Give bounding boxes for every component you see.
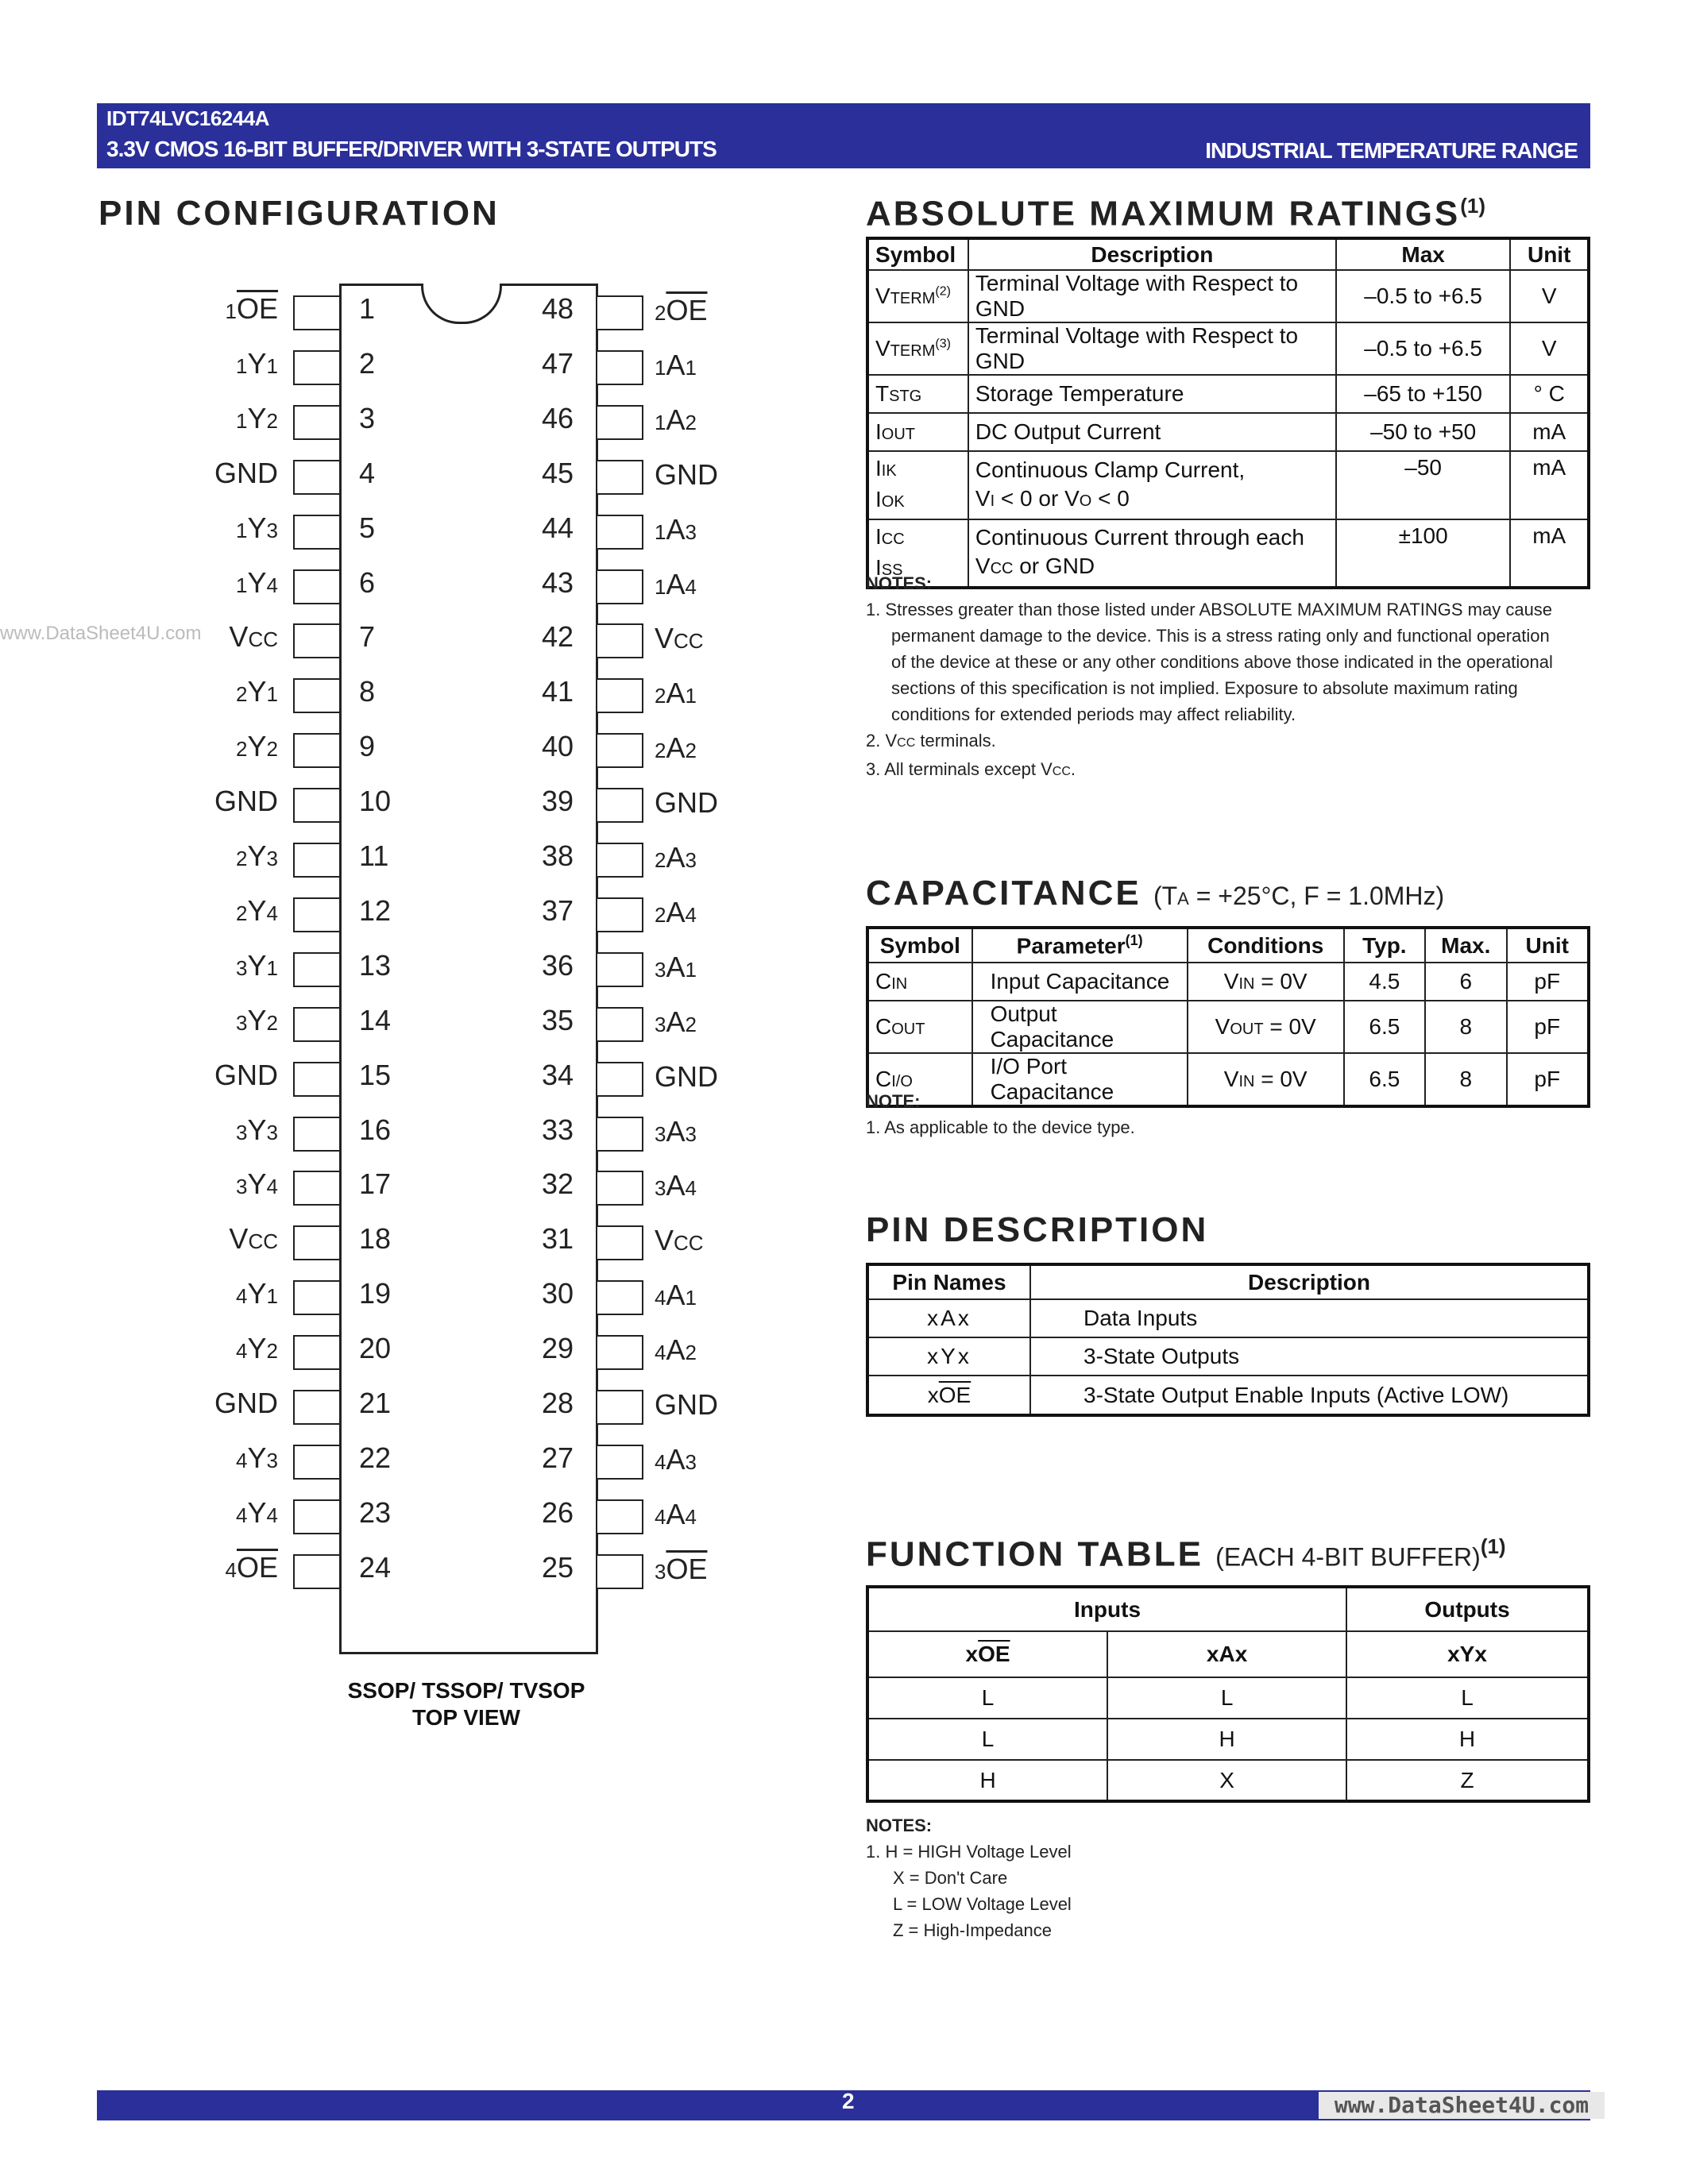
pin-number: 28 [541,1387,574,1419]
pin-label: 4Y4 [236,1495,278,1529]
max-cell: –0.5 to +6.5 [1336,322,1511,375]
xax-cell: H [1107,1719,1346,1760]
conditions-cell: VIN = 0V [1188,1053,1344,1106]
pin-label: $3\overline{OE}$ [655,1552,708,1585]
pin-box [596,897,643,932]
note-line: sections of this specification is not implied. Exposure to absolute maximum rating [891,678,1518,698]
pin-label: 1Y3 [236,511,278,544]
pin-number: 36 [541,948,574,982]
pin-box [293,460,341,495]
typ-cell: 6.5 [1344,1001,1425,1053]
pin-number: 20 [359,1332,392,1365]
pin-box [293,515,341,550]
table-row [867,375,1589,413]
unit-cell: V [1510,322,1589,375]
pin-box [596,843,643,878]
max-cell: ±100 [1336,519,1511,588]
package-view: TOP VIEW [412,1705,520,1730]
conditions-cell: VOUT = 0V [1188,1001,1344,1053]
pin-label: 3A1 [655,950,697,983]
pin-number: 46 [541,401,574,434]
pin-number: 17 [359,1167,392,1201]
pin-box [293,1280,341,1315]
table-row [867,270,1589,322]
pin-box [596,788,643,823]
pin-number: 13 [359,948,392,982]
pin-number: 16 [359,1113,392,1146]
temperature-range: INDUSTRIAL TEMPERATURE RANGE [1205,138,1578,163]
pin-number: 1 [359,292,376,325]
pin-box [596,569,643,604]
parameter-cell: I/O Port Capacitance [972,1053,1188,1106]
pin-label: GND [214,1058,278,1091]
col-header-description: Description [1030,1264,1589,1299]
max-cell: –50 [1336,451,1511,519]
description-cell: Storage Temperature [968,375,1336,413]
pin-box [596,733,643,768]
unit-cell: pF [1507,963,1590,1001]
inputs-group-header: Inputs [867,1587,1346,1631]
table-row [867,963,1589,1001]
unit-cell: V [1510,270,1589,322]
pin-number: 11 [359,839,389,872]
description-cell: Terminal Voltage with Respect to GND [968,322,1336,375]
pin-box [596,1445,643,1480]
pin-box [596,952,643,987]
pin-number: 33 [541,1113,574,1146]
pin-label: GND [214,785,278,818]
symbol-cell: CI/O [867,1053,972,1106]
pin-number: 34 [541,1058,574,1091]
pin-label: VCC [655,1224,704,1257]
capacitance-conditions: (TA = +25°C, F = 1.0MHz) [1153,882,1445,910]
pin-box [293,623,341,658]
pin-number: 9 [359,730,376,763]
symbol-cell: CIN [867,963,972,1001]
pin-label: 4Y3 [236,1441,278,1474]
pin-number: 3 [359,401,376,434]
note-line: L = LOW Voltage Level [893,1894,1072,1914]
pin-label: 2A3 [655,841,697,874]
pin-label: 1A4 [655,567,697,600]
pin-box [293,843,341,878]
col-header-parameter: Parameter$^{(1)}$ [972,928,1188,963]
max-cell: –0.5 to +6.5 [1336,270,1511,322]
pin-number: 12 [359,893,392,927]
pin-number: 29 [541,1332,574,1365]
part-number: IDT74LVC16244A [106,106,269,130]
package-caption [339,1677,593,1731]
table-row [867,1299,1589,1337]
pin-label: GND [214,456,278,489]
pin-label: 1A1 [655,348,697,381]
pin-box [293,952,341,987]
pin-box [293,569,341,604]
pin-number: 37 [541,893,574,927]
pin-description-title: PIN DESCRIPTION [866,1210,1209,1249]
max-cell: –65 to +150 [1336,375,1511,413]
pin-number: 2 [359,346,376,380]
pin-number: 27 [541,1441,574,1474]
col-header-typ: Typ. [1344,928,1425,963]
pin-number: 4 [359,456,376,489]
unit-cell: mA [1510,413,1589,451]
col-header-xyx: xYx [1346,1631,1589,1677]
abs-max-notes [866,570,1590,785]
col-header-max: Max [1336,238,1511,270]
pin-box [596,623,643,658]
notes-heading: NOTES: [866,1815,933,1835]
pin-label: 3Y3 [236,1113,278,1146]
pin-label: 4Y1 [236,1277,278,1310]
pin-number: 40 [541,730,574,763]
pin-label: 2Y4 [236,893,278,927]
note-line: Z = High-Impedance [893,1920,1052,1940]
pin-label: GND [655,457,718,491]
notes-heading: NOTE: [866,1091,921,1111]
xyx-cell: Z [1346,1760,1589,1801]
pin-box [596,678,643,713]
pin-number: 5 [359,511,376,544]
pin-box [293,788,341,823]
pin-box [596,1554,643,1589]
symbol-cell: VTERM$^{(2)}$ [867,270,968,322]
table-row [867,451,1589,519]
page-number: 2 [842,2089,855,2113]
xoe-cell: L [867,1677,1107,1719]
pin-number: 43 [541,565,574,599]
pin-config-title: PIN CONFIGURATION [98,194,500,233]
pin-number: 39 [541,785,574,818]
pin-label: GND [655,1059,718,1093]
note-line: X = Don't Care [893,1868,1008,1888]
typ-cell: 4.5 [1344,963,1425,1001]
pin-label: 1Y4 [236,565,278,599]
pin-label: 4A3 [655,1442,697,1476]
max-cell: 8 [1425,1053,1506,1106]
pin-label: $2\overline{OE}$ [655,294,708,326]
pin-box [596,1117,643,1152]
symbol-cell: IOUT [867,413,968,451]
description-cell: DC Output Current [968,413,1336,451]
note-line: permanent damage to the device. This is a stress rating only and functional operation [891,626,1550,646]
side-watermark: www.DataSheet4U.com [0,623,202,644]
max-cell: –50 to +50 [1336,413,1511,451]
capacitance-notes [866,1088,1590,1140]
pin-number: 24 [359,1550,392,1584]
table-row [867,1376,1589,1415]
pin-box [293,350,341,385]
pin-box [293,1225,341,1260]
pin-label: VCC [229,620,278,654]
pin-label: 2Y2 [236,730,278,763]
pin-number: 23 [359,1495,392,1529]
package-types: SSOP/ TSSOP/ TVSOP [347,1678,585,1703]
pin-number: 38 [541,839,574,872]
pin-box [293,733,341,768]
pin-box [293,1062,341,1097]
abs-max-title-note: (1) [1460,194,1486,218]
pin-number: 41 [541,675,574,708]
xyx-cell: L [1346,1677,1589,1719]
note-line: 1. Stresses greater than those listed under ABSOLUTE MAXIMUM RATINGS may cause [866,600,1553,619]
note-line: of the device at these or any other conditions above those indicated in the operational [891,652,1553,672]
col-header-unit: Unit [1507,928,1590,963]
outputs-group-header: Outputs [1346,1587,1589,1631]
pin-number: 48 [541,292,574,325]
pin-label: 4A4 [655,1497,697,1530]
pin-box [596,1062,643,1097]
pin-box [293,1445,341,1480]
pin-number: 47 [541,346,574,380]
table-row [867,1719,1589,1760]
pin-number: 25 [541,1550,574,1584]
col-header-description: Description [968,238,1336,270]
pin-label: 2A2 [655,731,697,765]
unit-cell: ° C [1510,375,1589,413]
pin-box [293,295,341,330]
pin-label: GND [655,1388,718,1421]
pin-box [596,1171,643,1206]
symbol-cell: TSTG [867,375,968,413]
pin-box [293,1335,341,1370]
max-cell: 6 [1425,963,1506,1001]
pin-box [293,1554,341,1589]
pin-box [596,1007,643,1042]
pin-box [596,1280,643,1315]
description-cell: 3-State Output Enable Inputs (Active LOW) [1030,1376,1589,1415]
pin-name-cell: xYx [867,1337,1030,1376]
footer-watermark: www.DataSheet4U.com [1319,2092,1605,2119]
pin-label: 1Y2 [236,401,278,434]
pin-number: 35 [541,1003,574,1036]
pin-number: 18 [359,1222,392,1256]
pin-label: GND [214,1387,278,1419]
pin-box [596,405,643,440]
pin-box [596,1390,643,1425]
pin-number: 10 [359,785,392,818]
pin-label: 2A1 [655,677,697,710]
pin-label: 1Y1 [236,346,278,380]
abs-max-title [866,194,1485,234]
pin-label: 3Y2 [236,1003,278,1036]
unit-cell: mA [1510,451,1589,519]
note-line: 3. All terminals except VCC. [866,759,1076,779]
pin-label: 3Y4 [236,1167,278,1201]
pin-label: 4A2 [655,1333,697,1367]
table-row [867,413,1589,451]
notes-heading: NOTES: [866,573,933,593]
pin-box [596,1335,643,1370]
parameter-cell: Input Capacitance [972,963,1188,1001]
table-row [867,1760,1589,1801]
pin-number: 31 [541,1222,574,1256]
note-line: 1. As applicable to the device type. [866,1117,1135,1137]
abs-max-title-text: ABSOLUTE MAXIMUM RATINGS [866,194,1461,233]
pin-label: $4\overline{OE}$ [225,1550,278,1584]
pin-box [293,678,341,713]
table-row [867,322,1589,375]
pin-label: 4A1 [655,1279,697,1312]
function-table-subtitle: (EACH 4-BIT BUFFER) [1215,1542,1481,1572]
description-cell: 3-State Outputs [1030,1337,1589,1376]
pin-box [293,405,341,440]
pin-number: 19 [359,1277,392,1310]
description-cell: Data Inputs [1030,1299,1589,1337]
col-header-xoe: $x\overline{OE}$ [867,1631,1107,1677]
note-line: conditions for extended periods may affect reliability. [891,704,1296,724]
typ-cell: 6.5 [1344,1053,1425,1106]
xoe-cell: L [867,1719,1107,1760]
pin-name-cell: xAx [867,1299,1030,1337]
pin-label: 1A2 [655,403,697,436]
description-cell: Terminal Voltage with Respect to GND [968,270,1336,322]
col-header-pin-names: Pin Names [867,1264,1030,1299]
pin-box [293,1171,341,1206]
pin-number: 6 [359,565,376,599]
pin-number: 8 [359,675,376,708]
table-row [867,1677,1589,1719]
pin-box [596,350,643,385]
description-cell: Continuous Clamp Current, VI < 0 or VO < 0 [968,451,1336,519]
col-header-unit: Unit [1510,238,1589,270]
pin-box [293,1499,341,1534]
function-table [866,1585,1590,1803]
pin-label: 1A3 [655,512,697,546]
col-header-max: Max. [1425,928,1506,963]
pin-box [596,295,643,330]
pin-label: 3A3 [655,1114,697,1148]
capacitance-title: CAPACITANCE (TA = +25°C, F = 1.0MHz) [866,874,1445,913]
header-bar [97,103,1590,168]
xax-cell: X [1107,1760,1346,1801]
unit-cell: mA [1510,519,1589,588]
col-header-symbol: Symbol [867,928,972,963]
abs-max-table [866,237,1590,589]
pin-label: VCC [229,1222,278,1256]
pin-description-table [866,1263,1590,1417]
xyx-cell: H [1346,1719,1589,1760]
pin-label: 4Y2 [236,1332,278,1365]
pin-label: GND [655,786,718,820]
col-header-conditions: Conditions [1188,928,1344,963]
pin-label: 3A2 [655,1005,697,1038]
col-header-xax: xAx [1107,1631,1346,1677]
pin-box [596,1499,643,1534]
symbol-cell: VTERM$^{(3)}$ [867,322,968,375]
unit-cell: pF [1507,1001,1590,1053]
pin-number: 15 [359,1058,392,1091]
symbol-cell: COUT [867,1001,972,1053]
pin-box [293,1117,341,1152]
pin-label: 2A4 [655,895,697,928]
function-table-notes [866,1812,1422,1943]
capacitance-table [866,926,1590,1108]
pin-name-cell: $x\overline{OE}$ [867,1376,1030,1415]
pin-number: 26 [541,1495,574,1529]
pin-label: 3Y1 [236,948,278,982]
pin-label: $1\overline{OE}$ [225,292,278,325]
note-line: 2. VCC terminals. [866,731,996,751]
pin-box [293,897,341,932]
xax-cell: L [1107,1677,1346,1719]
pin-number: 44 [541,511,574,544]
pin-box [596,515,643,550]
pin-box [596,1225,643,1260]
pin-number: 14 [359,1003,392,1036]
col-header-symbol: Symbol [867,238,968,270]
pin-number: 32 [541,1167,574,1201]
pin-label: VCC [655,622,704,655]
pin-label: 2Y3 [236,839,278,872]
description-cell: Continuous Current through each VCC or GND [968,519,1336,588]
max-cell: 8 [1425,1001,1506,1053]
pin-number: 22 [359,1441,392,1474]
pin-number: 21 [359,1387,392,1419]
conditions-cell: VIN = 0V [1188,963,1344,1001]
unit-cell: pF [1507,1053,1590,1106]
xoe-cell: H [867,1760,1107,1801]
pin-box [293,1390,341,1425]
pin-number: 45 [541,456,574,489]
note-line: 1. H = HIGH Voltage Level [866,1842,1072,1862]
doc-subtitle: 3.3V CMOS 16-BIT BUFFER/DRIVER WITH 3-STATE OUTPUTS [106,137,717,161]
pin-number: 30 [541,1277,574,1310]
pin-label: 3A4 [655,1169,697,1202]
pin-box [293,1007,341,1042]
symbol-cell: ICC ISS [867,519,968,588]
function-table-title: FUNCTION TABLE (EACH 4-BIT BUFFER)$^{(1)}$ [866,1534,1506,1574]
parameter-cell: Output Capacitance [972,1001,1188,1053]
pin-label: 2Y1 [236,675,278,708]
pin-number: 7 [359,620,376,654]
symbol-cell: IIK IOK [867,451,968,519]
pin-number: 42 [541,620,574,654]
table-row [867,1337,1589,1376]
table-row [867,1001,1589,1053]
pin-box [596,460,643,495]
